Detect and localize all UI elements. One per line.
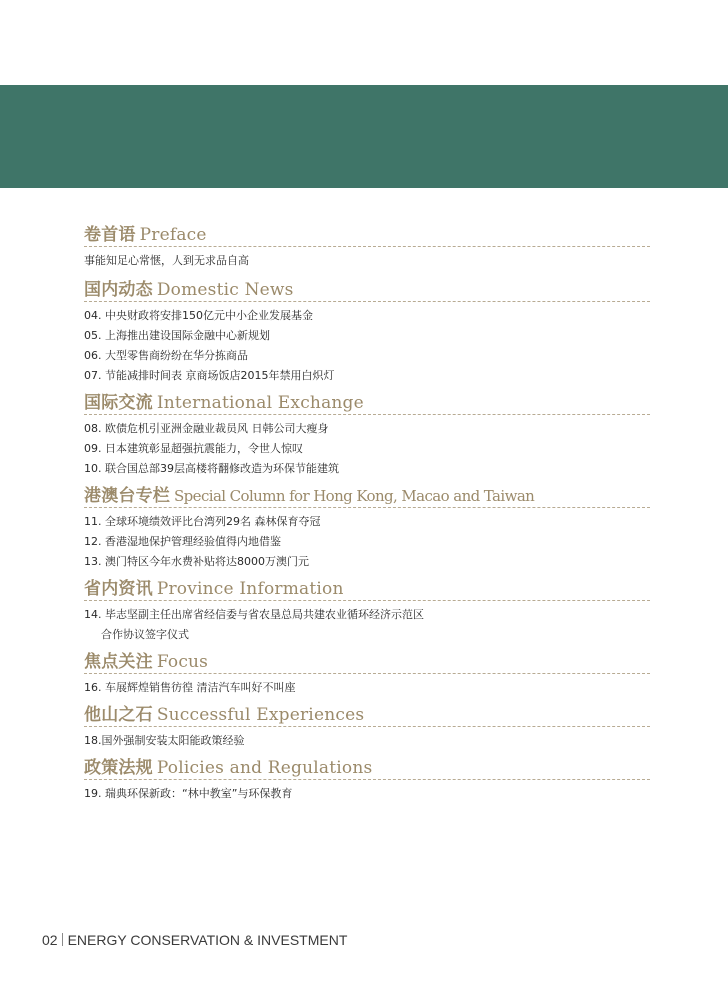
- section-heading-en: Special Column for Hong Kong, Macao and Taiwan: [174, 487, 535, 505]
- section-heading-en: Preface: [139, 225, 207, 245]
- section-focus: [84, 651, 650, 698]
- article-item[interactable]: 04. 中央财政将安排150亿元中小企业发展基金: [84, 309, 313, 322]
- article-item[interactable]: 05. 上海推出建设国际金融中心新规划: [84, 329, 270, 342]
- section-heading-cn: 他山之石: [84, 705, 153, 725]
- section-domestic-news: [84, 279, 650, 386]
- section-heading-cn: 政策法规: [84, 758, 153, 778]
- section-heading: [84, 651, 650, 674]
- article-item[interactable]: 09. 日本建筑彰显超强抗震能力，令世人惊叹: [84, 442, 303, 455]
- article-item[interactable]: 18.国外强制安装太阳能政策经验: [84, 734, 245, 747]
- publication-title: ENERGY CONSERVATION & INVESTMENT: [67, 932, 348, 948]
- article-item[interactable]: 16. 车展辉煌销售彷徨 清洁汽车叫好不叫座: [84, 681, 296, 694]
- article-list: [84, 251, 650, 271]
- section-heading-cn: 卷首语: [84, 225, 136, 245]
- section-heading-cn: 国际交流: [84, 393, 153, 413]
- section-hk-macao-taiwan: [84, 485, 650, 572]
- section-heading-en: Policies and Regulations: [156, 758, 373, 778]
- section-heading-en: International Exchange: [156, 393, 364, 413]
- section-heading: [84, 578, 650, 601]
- article-item[interactable]: 10. 联合国总部39层高楼将翻修改造为环保节能建筑: [84, 462, 339, 475]
- article-item[interactable]: 19. 瑞典环保新政：“林中教室”与环保教育: [84, 787, 293, 800]
- article-item[interactable]: 14. 毕志坚副主任出席省经信委与省农垦总局共建农业循环经济示范区: [84, 608, 424, 621]
- article-item[interactable]: 06. 大型零售商纷纷在华分拣商品: [84, 349, 248, 362]
- article-item[interactable]: 08. 欧债危机引亚洲金融业裁员风 日韩公司大瘦身: [84, 422, 329, 435]
- section-international-exchange: [84, 392, 650, 479]
- article-list: [84, 678, 650, 698]
- article-item[interactable]: 事能知足心常惬，人到无求品自高: [84, 254, 249, 267]
- section-heading: [84, 704, 650, 727]
- section-province-information: [84, 578, 650, 645]
- section-preface: [84, 224, 650, 271]
- article-item[interactable]: 12. 香港湿地保护管理经验值得内地借鉴: [84, 535, 281, 548]
- article-item[interactable]: 13. 澳门特区今年水费补贴将达8000万澳门元: [84, 555, 309, 568]
- page-number: 02: [42, 932, 58, 948]
- section-heading-en: Domestic News: [156, 280, 294, 300]
- article-item[interactable]: 11. 全球环境绩效评比台湾列29名 森林保育夺冠: [84, 515, 321, 528]
- section-heading: [84, 279, 650, 302]
- footer-divider: [62, 933, 63, 946]
- section-heading-cn: 省内资讯: [84, 579, 153, 599]
- section-heading: [84, 392, 650, 415]
- section-heading: [84, 485, 650, 508]
- article-item-continuation[interactable]: 合作协议签字仪式: [101, 628, 189, 641]
- section-heading: [84, 757, 650, 780]
- section-heading-cn: 国内动态: [84, 280, 153, 300]
- section-heading-cn: 港澳台专栏: [84, 486, 170, 506]
- article-list: [84, 306, 650, 386]
- article-list: [84, 419, 650, 479]
- article-item[interactable]: 07. 节能减排时间表 京商场饭店2015年禁用白炽灯: [84, 369, 335, 382]
- article-list: [84, 784, 650, 804]
- section-heading-en: Province Information: [156, 579, 344, 599]
- article-list: [84, 512, 650, 572]
- table-of-contents: [84, 224, 650, 804]
- section-successful-experiences: [84, 704, 650, 751]
- section-heading-en: Successful Experiences: [156, 705, 365, 725]
- article-list: [84, 731, 650, 751]
- article-list: [84, 605, 650, 645]
- section-policies-regulations: [84, 757, 650, 804]
- header-banner: [0, 85, 728, 188]
- section-heading-cn: 焦点关注: [84, 652, 153, 672]
- page-footer: [42, 932, 347, 948]
- section-heading: [84, 224, 650, 247]
- section-heading-en: Focus: [156, 652, 209, 672]
